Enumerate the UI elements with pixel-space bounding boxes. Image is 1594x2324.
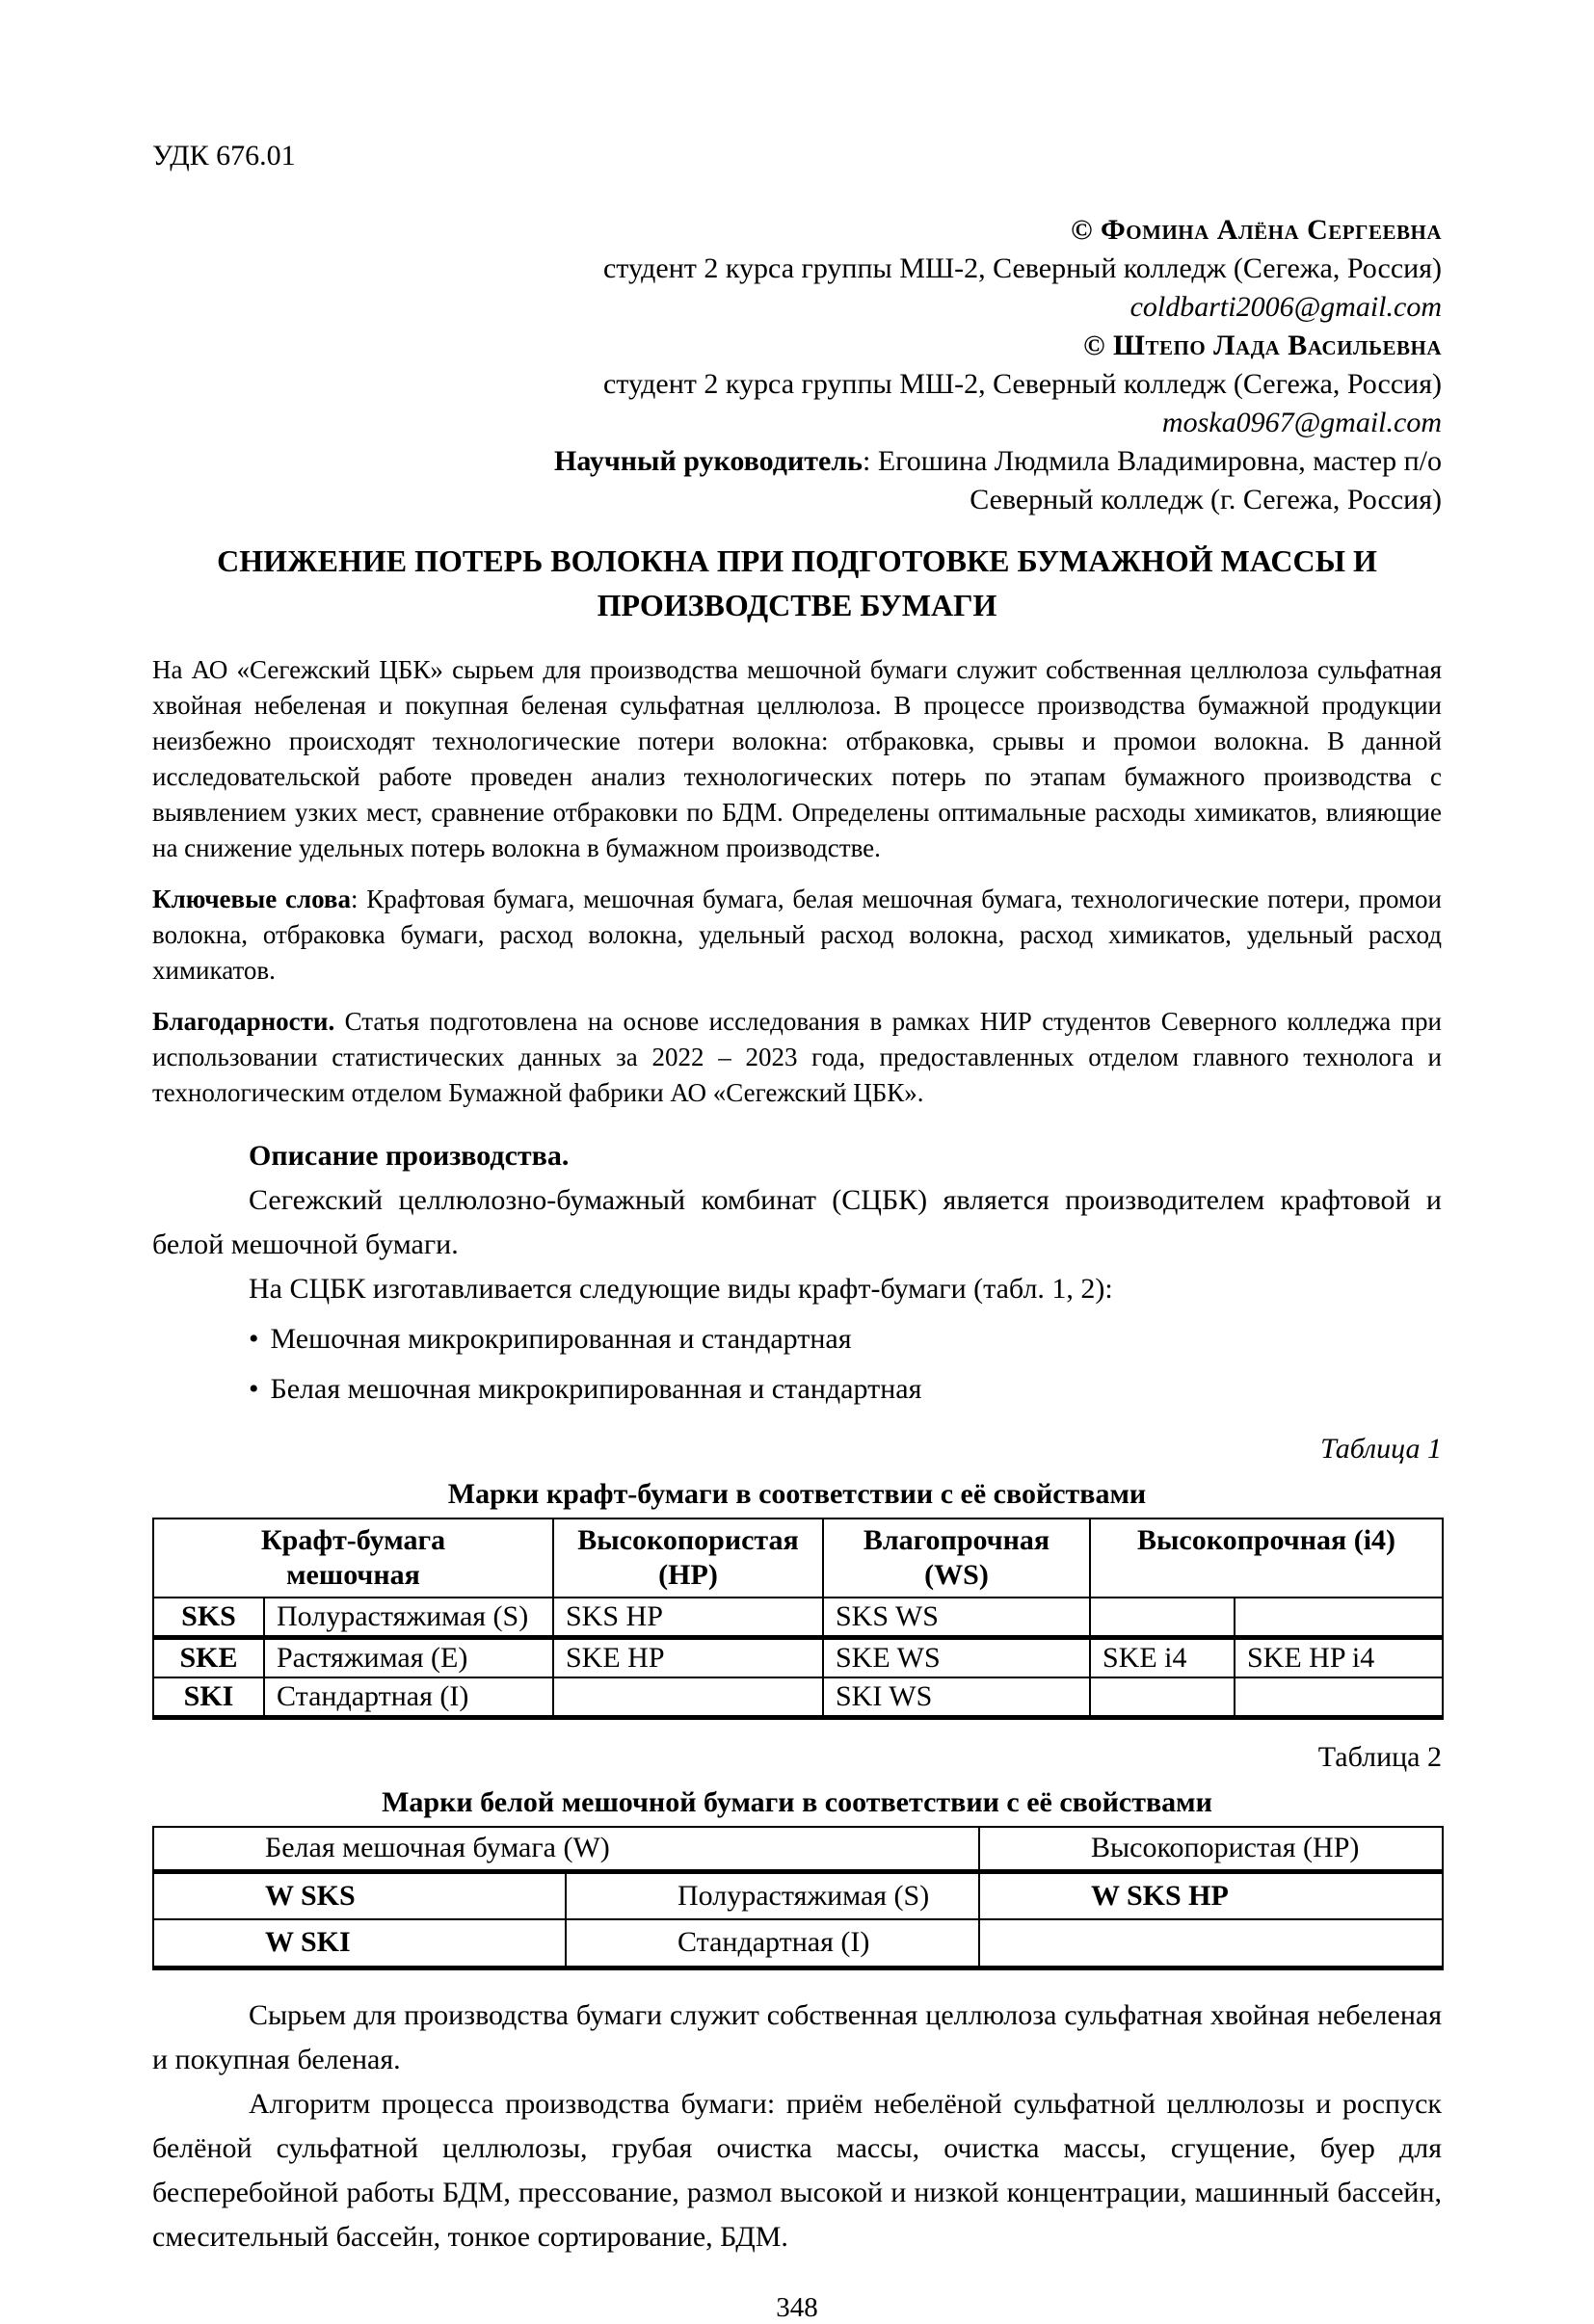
cell-code: SKS bbox=[153, 1598, 264, 1638]
paper-types-list bbox=[152, 1317, 1442, 1412]
header-cell-kraft: Крафт-бумага мешочная bbox=[153, 1519, 553, 1598]
abstract-paragraph: На АО «Сегежский ЦБК» сырьем для производства мешочной бумаги служит собственная целлюлоза сульфатная хвойная небеленая и покупная беленая сульфатная целлюлоза. В процессе производства бумажной продукции неизбежно происходят технологические потери волокна: отбраковка, срывы и промои волокна. В данной исследовательской работе проведен анализ технологических потерь по этапам бумажного производства с выявлением узких мест, сравнение отбраковки по БДМ. Определены оптимальные расходы химикатов, влияющие на снижение удельных потерь волокна в бумажном производстве. bbox=[152, 655, 1442, 862]
table-1-caption: Марки крафт-бумаги в соответствии с её свойствами bbox=[447, 1478, 1147, 1510]
header-cell-white-sack: Белая мешочная бумага (W) bbox=[153, 1827, 979, 1871]
author-2-email: moska0967@gmail.com bbox=[1161, 407, 1442, 438]
white-sack-paper-grades-table bbox=[152, 1826, 1444, 1970]
cell-code: SKE bbox=[153, 1638, 264, 1678]
header-cell-i4: Высокопрочная (i4) bbox=[1090, 1519, 1443, 1598]
table-row-sks bbox=[153, 1598, 1443, 1638]
list-item bbox=[249, 1367, 1442, 1412]
advisor-affiliation: Северный колледж (г. Сегежа, Россия) bbox=[970, 484, 1442, 515]
body-paragraph-algorithm: Алгоритм процесса производства бумаги: приём небелёной сульфатной целлюлозы и роспуск белёной сульфатной целлюлозы, грубая очистка массы, очистка массы, сгущение, буер для бесперебойной работы БДМ, прессование, размол высокой и низкой концентрации, машинный бассейн, смесительный бассейн, тонкое сортирование, БДМ. bbox=[152, 2087, 1442, 2253]
table-row-ske bbox=[153, 1638, 1443, 1678]
author-block bbox=[152, 211, 1442, 519]
list-item-text: Белая мешочная микрокрипированная и стандартная bbox=[270, 1373, 922, 1405]
header-cell-hp: Высокопористая (HP) bbox=[979, 1827, 1443, 1871]
advisor-label: Научный руководитель bbox=[554, 445, 863, 477]
author-2-name: © Штепо Лада Васильевна bbox=[1083, 330, 1442, 361]
cell-name: Стандартная (I) bbox=[264, 1677, 553, 1718]
list-item-text: Мешочная микрокрипированная и стандартная bbox=[270, 1323, 852, 1355]
cell-hp bbox=[979, 1919, 1443, 1967]
keywords-paragraph bbox=[152, 882, 1442, 989]
list-item bbox=[249, 1317, 1442, 1361]
cell-name: Полурастяжимая (S) bbox=[566, 1871, 979, 1919]
cell-i4: SKE i4 bbox=[1090, 1638, 1235, 1678]
cell-name: Полурастяжимая (S) bbox=[264, 1598, 553, 1638]
acknowledgments-text: Статья подготовлена на основе исследования в рамках НИР студентов Северного колледжа при использовании статистических данных за 2022 – 2023 года, предоставленных отделом главного технолога и технологическим отделом Бумажной фабрики АО «Сегежский ЦБК». bbox=[152, 1007, 1442, 1107]
cell-code: W SKI bbox=[153, 1919, 566, 1967]
table-row-wski bbox=[153, 1919, 1443, 1967]
cell-name: Растяжимая (E) bbox=[264, 1638, 553, 1678]
acknowledgments-label: Благодарности. bbox=[152, 1007, 335, 1036]
section-paragraph-2: На СЦБК изготавливается следующие виды крафт-бумаги (табл. 1, 2): bbox=[249, 1273, 1113, 1305]
cell-hp bbox=[553, 1677, 823, 1718]
body-paragraph-raw-material: Сырьем для производства бумаги служит собственная целлюлоза сульфатная хвойная небеленая и покупная беленая. bbox=[152, 1998, 1442, 2075]
section-paragraph-1: Сегежский целлюлозно-бумажный комбинат (СЦБК) является производителем крафтовой и белой мешочной бумаги. bbox=[152, 1184, 1442, 1260]
author-1-affiliation: студент 2 курса группы МШ-2, Северный колледж (Сегежа, Россия) bbox=[602, 252, 1442, 284]
cell-ws: SKE WS bbox=[823, 1638, 1090, 1678]
keywords-label: Ключевые слова bbox=[152, 885, 352, 913]
cell-ws: SKI WS bbox=[823, 1677, 1090, 1718]
cell-hp: W SKS HP bbox=[979, 1871, 1443, 1919]
acknowledgments-paragraph bbox=[152, 1004, 1442, 1111]
advisor-line bbox=[152, 442, 1442, 481]
cell-hp-i4 bbox=[1235, 1677, 1443, 1718]
kraft-paper-grades-table bbox=[152, 1518, 1444, 1720]
author-1-email: coldbarti2006@gmail.com bbox=[1129, 291, 1442, 323]
cell-i4 bbox=[1090, 1598, 1235, 1638]
cell-ws: SKS WS bbox=[823, 1598, 1090, 1638]
bullet-icon: • bbox=[249, 1373, 259, 1405]
bullet-icon: • bbox=[249, 1323, 259, 1355]
cell-hp-i4 bbox=[1235, 1598, 1443, 1638]
keywords-text: : Крафтовая бумага, мешочная бумага, белая мешочная бумага, технологические потери, промои волокна, отбраковка бумаги, расход волокна, удельный расход волокна, расход химикатов, удельный расход химикатов. bbox=[152, 885, 1442, 985]
cell-hp-i4: SKE HP i4 bbox=[1235, 1638, 1443, 1678]
table-header-row bbox=[153, 1827, 1443, 1871]
page-number: 348 bbox=[776, 2291, 818, 2323]
table-row-wsks bbox=[153, 1871, 1443, 1919]
advisor-name: : Егошина Людмила Владимировна, мастер п/о bbox=[863, 445, 1442, 477]
cell-name: Стандартная (I) bbox=[566, 1919, 979, 1967]
cell-code: SKI bbox=[153, 1677, 264, 1718]
table-header-row bbox=[153, 1519, 1443, 1598]
header-cell-ws: Влагопрочная (WS) bbox=[823, 1519, 1090, 1598]
table-1-label: Таблица 1 bbox=[1320, 1433, 1442, 1465]
table-row-ski bbox=[153, 1677, 1443, 1718]
header-cell-hp: Высокопористая (HP) bbox=[553, 1519, 823, 1598]
table-2-caption: Марки белой мешочной бумаги в соответствии с её свойствами bbox=[382, 1786, 1212, 1818]
author-2-affiliation: студент 2 курса группы МШ-2, Северный колледж (Сегежа, Россия) bbox=[602, 368, 1442, 400]
author-1-name: © Фомина Алёна Сергеевна bbox=[1071, 214, 1442, 246]
table-2-label: Таблица 2 bbox=[1317, 1741, 1442, 1773]
paper-title: СНИЖЕНИЕ ПОТЕРЬ ВОЛОКНА ПРИ ПОДГОТОВКЕ БУМАЖНОЙ МАССЫ И ПРОИЗВОДСТВЕ БУМАГИ bbox=[217, 543, 1377, 622]
cell-hp: SKE HP bbox=[553, 1638, 823, 1678]
cell-code: W SKS bbox=[153, 1871, 566, 1919]
udk-code: УДК 676.01 bbox=[152, 140, 296, 172]
cell-hp: SKS HP bbox=[553, 1598, 823, 1638]
cell-i4 bbox=[1090, 1677, 1235, 1718]
section-heading-production: Описание производства. bbox=[249, 1140, 570, 1172]
